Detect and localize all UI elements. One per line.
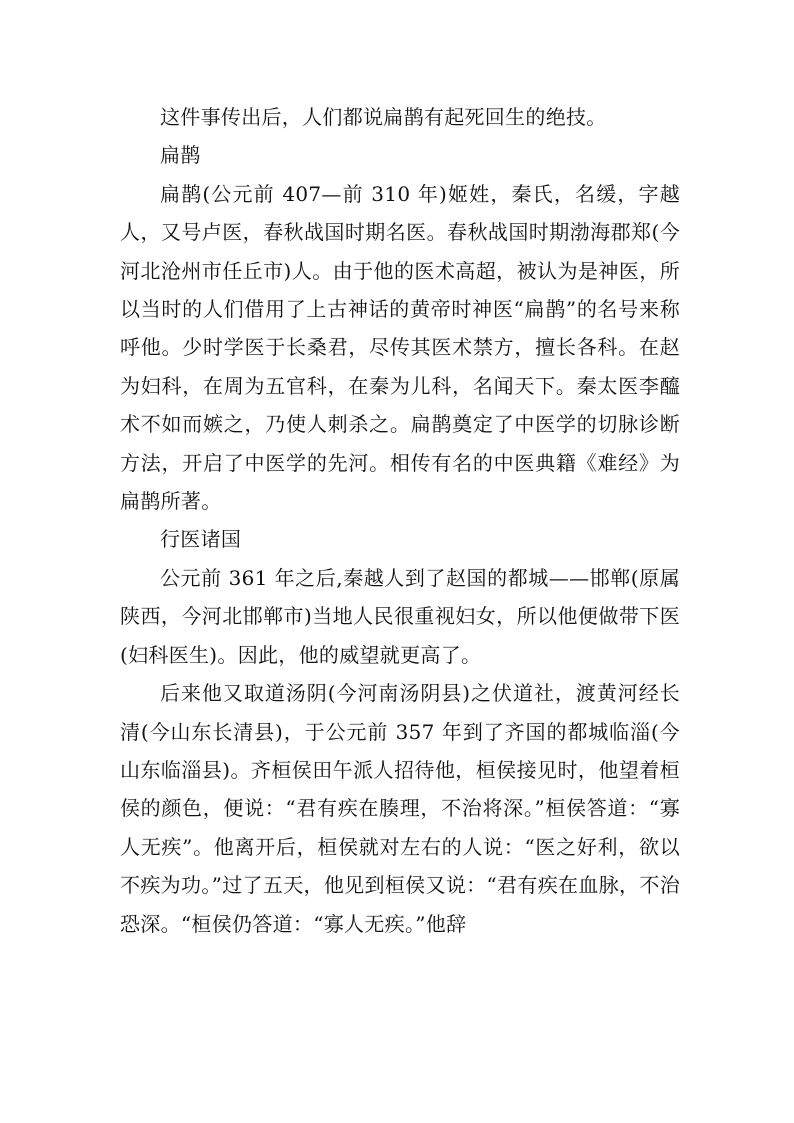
section-heading-bianque: 扁鹊 [160, 143, 201, 168]
intro-paragraph: 这件事传出后，人们都说扁鹊有起死回生的绝技。 [160, 105, 607, 129]
handan-paragraph: 公元前 361 年之后,秦越人到了赵国的都城——邯郸(原属陕西，今河北邯郸市)当地人民很重视妇女，所以他便做带下医(妇科医生)。因此，他的威望就更高了。 [120, 565, 680, 667]
bio-paragraph: 扁鹊(公元前 407—前 310 年)姬姓，秦氏，名缓，字越人，又号卢医，春秋战国时期名医。春秋战国时期渤海郡郑(今河北沧州市任丘市)人。由于他的医术高超，被认为是神医，所以当时的人们借用了上古神话的黄帝时神医“扁鹊”的名号来称呼他。少时学医于长桑君，尽传其医术禁方，擅长各科。在赵为妇科，在周为五官科，在秦为儿科，名闻天下。秦太医李醯术不如而嫉之，乃使人刺杀之。扁鹊奠定了中医学的切脉诊断方法，开启了中医学的先河。相传有名的中医典籍《难经》为扁鹊所著。 [120, 181, 680, 514]
document-body [120, 98, 680, 943]
qi-paragraph: 后来他又取道汤阴(今河南汤阴县)之伏道社，渡黄河经长清(今山东长清县)，于公元前 357 年到了齐国的都城临淄(今山东临淄县)。齐桓侯田午派人招待他，桓侯接见时，他望着桓侯的颜色，便说：“君有疾在腠理，不治将深。”桓侯答道：“寡人无疾”。他离开后，桓侯就对左右的人说：“医之好利，欲以不疾为功。”过了五天，他见到桓侯又说：“君有疾在血脉，不治恐深。“桓侯仍答道：“寡人无疾。”他辞 [120, 681, 680, 936]
section-heading-travel: 行医诸国 [160, 527, 242, 552]
